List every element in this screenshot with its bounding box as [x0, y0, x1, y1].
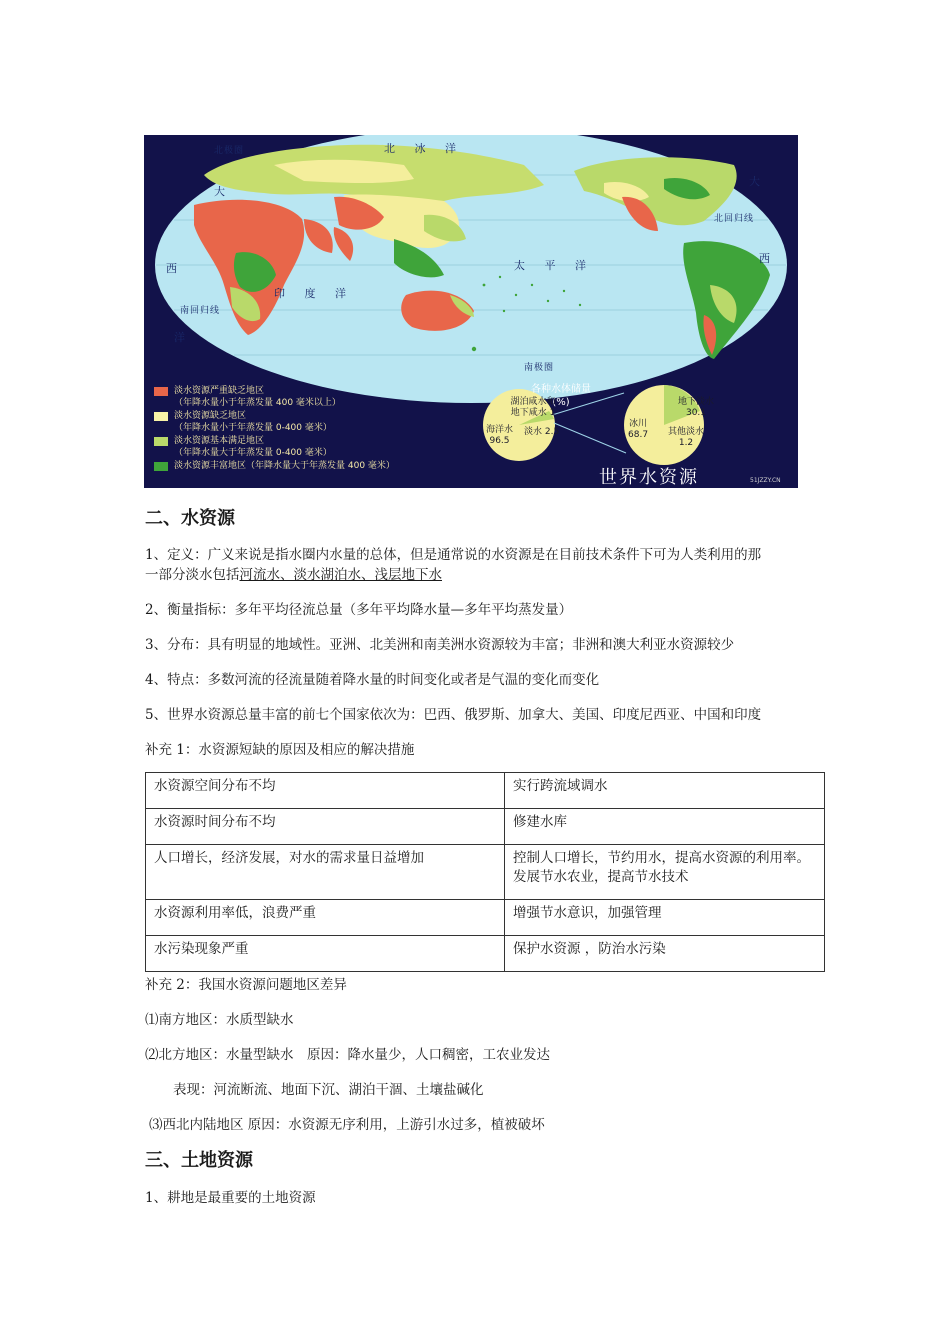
atlantic-west-right-label: 西 — [759, 252, 778, 265]
table-row — [146, 773, 825, 809]
pie-label-other-fresh — [668, 427, 704, 449]
table-row — [146, 900, 825, 936]
legend-swatch — [154, 387, 168, 396]
table-row — [146, 809, 825, 845]
pie-label-value: 1.2 — [678, 438, 694, 448]
atlantic-da-left-label: 大 — [214, 185, 233, 198]
table-cell-cause: 水资源利用率低，浪费严重 — [146, 900, 505, 936]
tropic-north-label: 北回归线 — [714, 214, 755, 224]
legend-sublabel: （年降水量小于年蒸发量 0-400 毫米） — [174, 423, 332, 433]
pie-label-name: 其他淡水 — [668, 427, 705, 437]
legend-swatch — [154, 437, 168, 446]
pie-label-name: 淡水 — [524, 427, 543, 437]
pie-title-text: 各种水体储量 — [531, 384, 591, 395]
legend-label: 淡水资源缺乏地区 — [174, 411, 247, 421]
atlantic-da-right-label: 大 — [749, 175, 768, 188]
para-northwest-region: ⑶西北内陆地区 原因：水资源无序利用，上游引水过多，植被破坏 — [149, 1117, 545, 1133]
para-supplement-2: 补充 2：我国水资源问题地区差异 — [145, 977, 347, 993]
legend-sublabel: （年降水量大于年蒸发量 0-400 毫米） — [174, 448, 332, 458]
map-credit: 51JZZY.CN — [750, 477, 781, 484]
para-north-manifestation: 表现：河流断流、地面下沉、湖泊干涸、土壤盐碱化 — [173, 1082, 484, 1098]
legend-swatch — [154, 412, 168, 421]
pie-label-ocean — [486, 425, 513, 447]
para-definition-b: 一部分淡水包括 — [145, 567, 240, 583]
para-farmland: 1、耕地是最重要的土地资源 — [145, 1190, 316, 1206]
legend-label: 淡水资源严重缺乏地区 — [174, 386, 265, 396]
pie-label-name: 冰川 — [629, 419, 648, 429]
pacific-ocean-label: 太 平 洋 — [514, 259, 594, 272]
arctic-ocean-label: 北 冰 洋 — [384, 142, 464, 155]
pie-label-saline — [508, 397, 558, 419]
atlantic-yang-left-label: 洋 — [174, 331, 193, 344]
pie-label-name: 海洋水 — [486, 425, 514, 435]
table-cell-cause: 水污染现象严重 — [146, 936, 505, 972]
atlantic-west-left-label: 西 — [166, 262, 185, 275]
table-cell-measure: 实行跨流域调水 — [505, 773, 825, 809]
legend-item — [154, 410, 434, 435]
pie-label-value: 2.5 — [544, 427, 560, 437]
indian-ocean-label: 印 度 洋 — [274, 287, 354, 300]
table-cell-measure: 增强节水意识，加强管理 — [505, 900, 825, 936]
pie-label-value: 1 — [549, 408, 556, 418]
para-distribution: 3、分布：具有明显的地域性。亚洲、北美洲和南美洲水资源较为丰富；非洲和澳大利亚水资源较少 — [145, 637, 735, 653]
para-feature: 4、特点：多数河流的径流量随着降水量的时间变化或者是气温的变化而变化 — [145, 672, 600, 688]
table-cell-cause: 水资源时间分布不均 — [146, 809, 505, 845]
table-row — [146, 936, 825, 972]
table-row — [146, 845, 825, 900]
table-cell-measure: 修建水库 — [505, 809, 825, 845]
legend-item — [154, 460, 434, 485]
legend-sublabel: （年降水量小于年蒸发量 400 毫米以上） — [174, 398, 341, 408]
arctic-circle-label: 北极圈 — [214, 146, 245, 156]
para-north-region: ⑵北方地区：水量型缺水 原因：降水量少，人口稠密，工农业发达 — [145, 1047, 550, 1063]
world-water-resources-map — [144, 135, 798, 488]
antarctic-circle-label: 南极圈 — [524, 363, 555, 373]
pie-label-groundwater — [678, 397, 714, 419]
para-definition-underlined: 河流水、淡水湖泊水、浅层地下水 — [239, 567, 442, 583]
table-cell-cause: 人口增长，经济发展，对水的需求量日益增加 — [146, 845, 505, 900]
table-cell-measure: 保护水资源 ，防治水污染 — [505, 936, 825, 972]
para-definition — [145, 545, 807, 585]
pie-label-value: 96.5 — [489, 436, 510, 446]
legend-item — [154, 435, 434, 460]
para-definition-a: 1、定义：广义来说是指水圈内水量的总体，但是通常说的水资源是在目前技术条件下可为人类利用的那 — [145, 547, 762, 563]
legend-item — [154, 385, 434, 410]
table-cell-cause: 水资源空间分布不均 — [146, 773, 505, 809]
shortage-causes-table — [145, 772, 825, 972]
legend-swatch — [154, 462, 168, 471]
legend-label: 淡水资源丰富地区（年降水量大于年蒸发量 400 毫米） — [174, 461, 395, 471]
pie-unit-text: (%) — [552, 397, 570, 408]
pie-label-value: 30.1 — [685, 408, 707, 418]
pie-label-glacier — [628, 419, 648, 441]
pie-label-name: 地下淡水 — [678, 397, 715, 407]
para-south-region: ⑴南方地区：水质型缺水 — [145, 1012, 294, 1028]
map-title: 世界水资源 — [599, 467, 699, 488]
pie-label-freshwater — [524, 427, 559, 438]
table-cell-measure: 控制人口增长，节约用水，提高水资源的利用率。发展节水农业，提高节水技术 — [505, 845, 825, 900]
pie-label-name: 湖泊咸水和地下咸水 — [510, 397, 556, 418]
legend-label: 淡水资源基本满足地区 — [174, 436, 265, 446]
section-heading-land: 三、土地资源 — [145, 1150, 253, 1171]
para-measure: 2、衡量指标：多年平均径流总量（多年平均降水量—多年平均蒸发量） — [145, 602, 573, 618]
map-legend — [154, 385, 434, 485]
tropic-south-label: 南回归线 — [180, 306, 221, 316]
pie-label-value: 68.7 — [628, 430, 649, 440]
para-top-countries: 5、世界水资源总量丰富的前七个国家依次为：巴西、俄罗斯、加拿大、美国、印度尼西亚、中国和印度 — [145, 707, 762, 723]
para-supplement-1: 补充 1：水资源短缺的原因及相应的解决措施 — [145, 742, 415, 758]
section-heading-water: 二、水资源 — [145, 508, 235, 529]
